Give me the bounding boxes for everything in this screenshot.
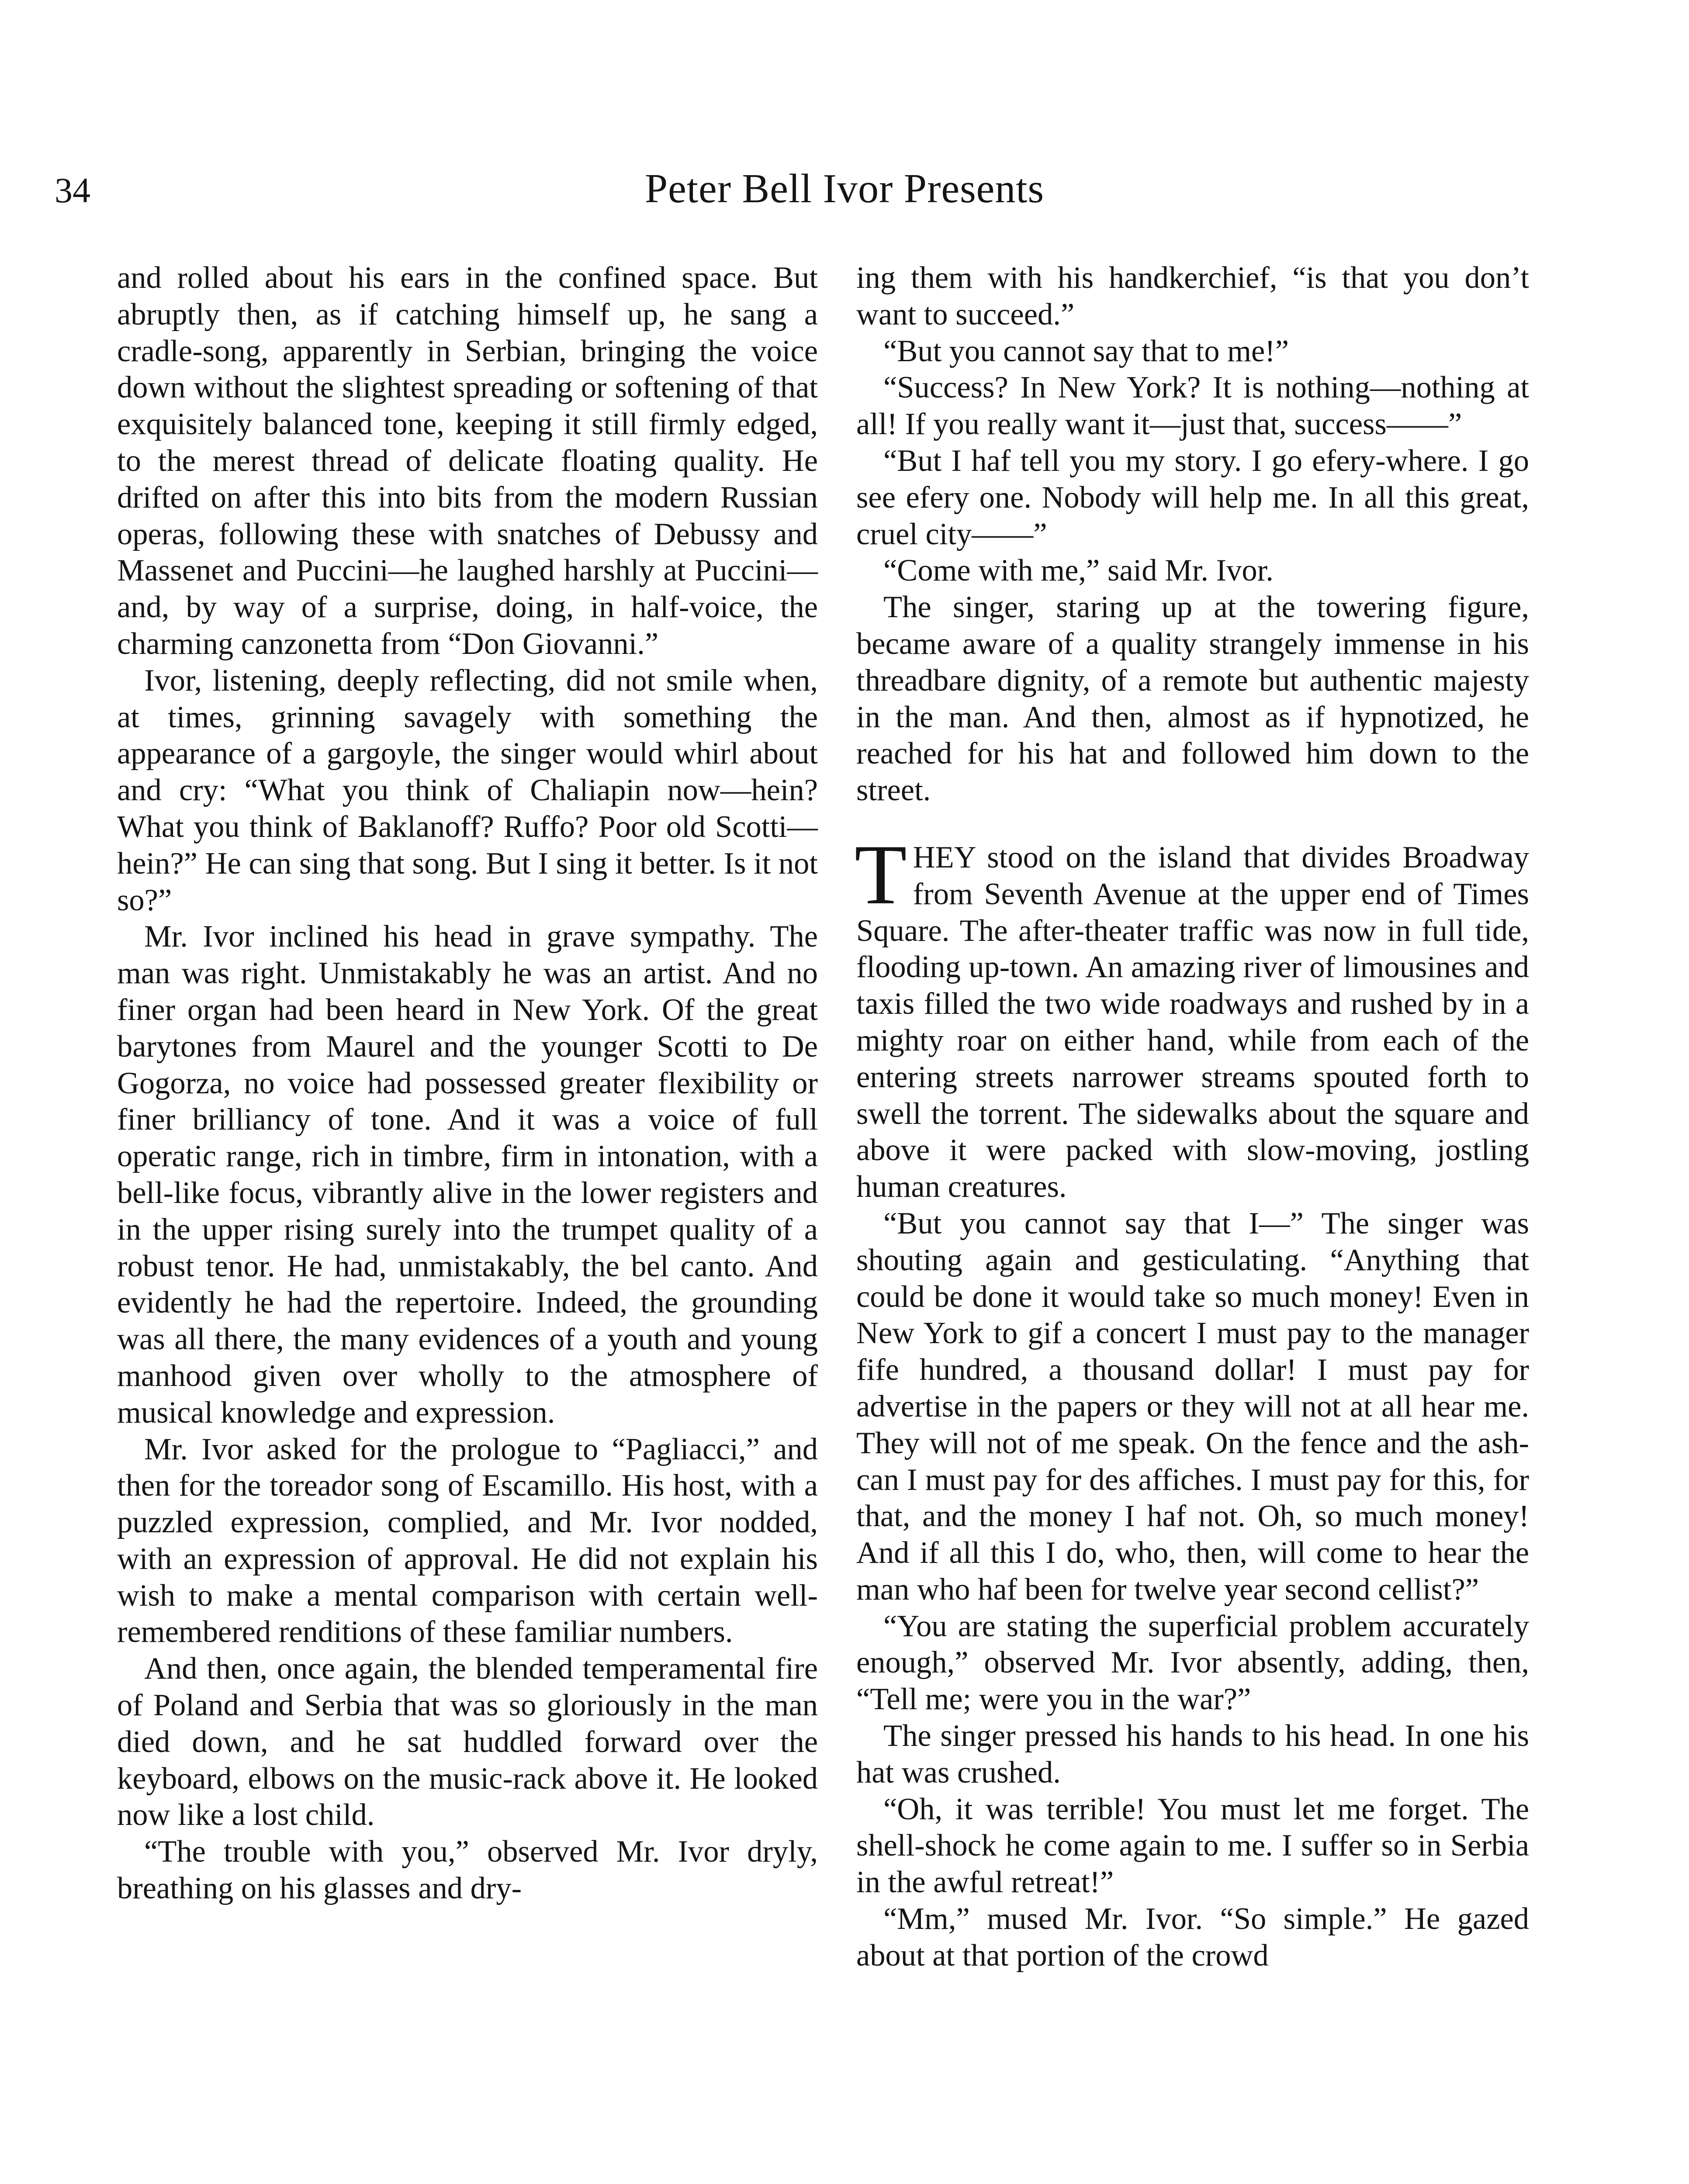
paragraph: “But you cannot say that to me!” [883,334,1289,368]
section-start-paragraph [855,827,1529,1206]
paragraph: “The trouble with you,” observed Mr. Ivor dryly, breathing on his glasses and dry- [117,1835,818,1906]
paragraph: “Mm,” mused Mr. Ivor. “So simple.” He gazed about at that portion of the crowd [856,1902,1529,1973]
page-number: 34 [55,170,90,210]
drop-cap: T [855,827,907,922]
paragraph: Mr. Ivor inclined his head in grave sympathy. The man was right. Unmistakably he was an artist. And no finer organ had been heard in New York. Of the great barytones from Maurel and the younger Scotti to De Gogorza, no voice had possessed greater flexibility or finer brilliancy of tone. And it was a voice of full operatic range, rich in timbre, firm in intonation, with a bell-like focus, vibrantly alive in the lower registers and in the upper rising surely into the trumpet quality of a robust tenor. He had, unmistakably, the bel canto. And evidently he had the repertoire. Indeed, the grounding was all there, the many evidences of a youth and young manhood given over wholly to the atmosphere of musical knowledge and expression. [117,919,818,1430]
paragraph: ing them with his handkerchief, “is that you don’t want to succeed.” [856,261,1529,332]
paragraph: “Success? In New York? It is nothing—nothing at all! If you really want it—just that, success——” [856,370,1529,442]
paragraph: “But you cannot say that I—” The singer was shouting again and gesticulating. “Anything that could be done it would take so much money! Even in New York to gif a concert I must pay to the manager fife hundred, a thousand dollar! I must pay for advertise in the papers or they will not at all hear me. They will not of me speak. On the fence and the ash-can I must pay for des affiches. I must pay for this, for that, and the money I haf not. Oh, so much money! And if all this I do, who, then, will come to hear the man who haf been for twelve year second cellist?” [856,1206,1529,1607]
paragraph: “But I haf tell you my story. I go efery-where. I go see efery one. Nobody will help me. In all this great, cruel city——” [856,443,1529,551]
left-column [117,260,818,1907]
paragraph: Mr. Ivor asked for the prologue to “Pagliacci,” and then for the toreador song of Escamillo. His host, with a puzzled expression, complied, and Mr. Ivor nodded, with an expression of approval. He did not explain his wish to make a mental comparison with certain well-remembered renditions of these familiar numbers. [117,1432,818,1649]
paragraph: “You are stating the superficial problem accurately enough,” observed Mr. Ivor absently, adding, then, “Tell me; were you in the war?” [856,1609,1529,1717]
paragraph-text: HEY stood on the island that divides Broadway from Seventh Avenue at the upper end of Times Square. The after-theater traffic was now in full tide, flooding up-town. An amazing river of limousines and taxis filled the two wide roadways and rushed by in a mighty roar on either hand, while from each of the entering streets narrower streams spouted forth to swell the torrent. The sidewalks about the square and above it were packed with slow-moving, jostling human creatures. [856,840,1529,1204]
right-column [856,260,1529,1974]
paragraph: “Oh, it was terrible! You must let me forget. The shell-shock he come again to me. I suffer so in Serbia in the awful retreat!” [856,1792,1529,1900]
paragraph: The singer, staring up at the towering figure, became aware of a quality strangely immense in his threadbare dignity, of a remote but authentic majesty in the man. And then, almost as if hypnotized, he reached for his hat and followed him down to the street. [856,590,1529,808]
paragraph: And then, once again, the blended temperamental fire of Poland and Serbia that was so gloriously in the man died down, and he sat huddled forward over the keyboard, elbows on the music-rack above it. He looked now like a lost child. [117,1652,818,1832]
paragraph: The singer pressed his hands to his head. In one his hat was crushed. [856,1719,1529,1790]
paragraph: Ivor, listening, deeply reflecting, did not smile when, at times, grinning savagely with something the appearance of a gargoyle, the singer would whirl about and cry: “What you think of Chaliapin now—hein? What you think of Baklanoff? Ruffo? Poor old Scotti—hein?” He can sing that song. But I sing it better. Is it not so?” [117,663,818,917]
paragraph: and rolled about his ears in the confined space. But abruptly then, as if catching himself up, he sang a cradle-song, apparently in Serbian, bringing the voice down without the slightest spreading or softening of that exquisitely balanced tone, keeping it still firmly edged, to the merest thread of delicate floating quality. He drifted on after this into bits from the modern Russian operas, following these with snatches of Debussy and Massenet and Puccini—he laughed harshly at Puccini—and, by way of a surprise, doing, in half-voice, the charming canzonetta from “Don Giovanni.” [117,261,818,661]
running-head: Peter Bell Ivor Presents [644,166,1045,211]
paragraph: “Come with me,” said Mr. Ivor. [883,553,1274,588]
